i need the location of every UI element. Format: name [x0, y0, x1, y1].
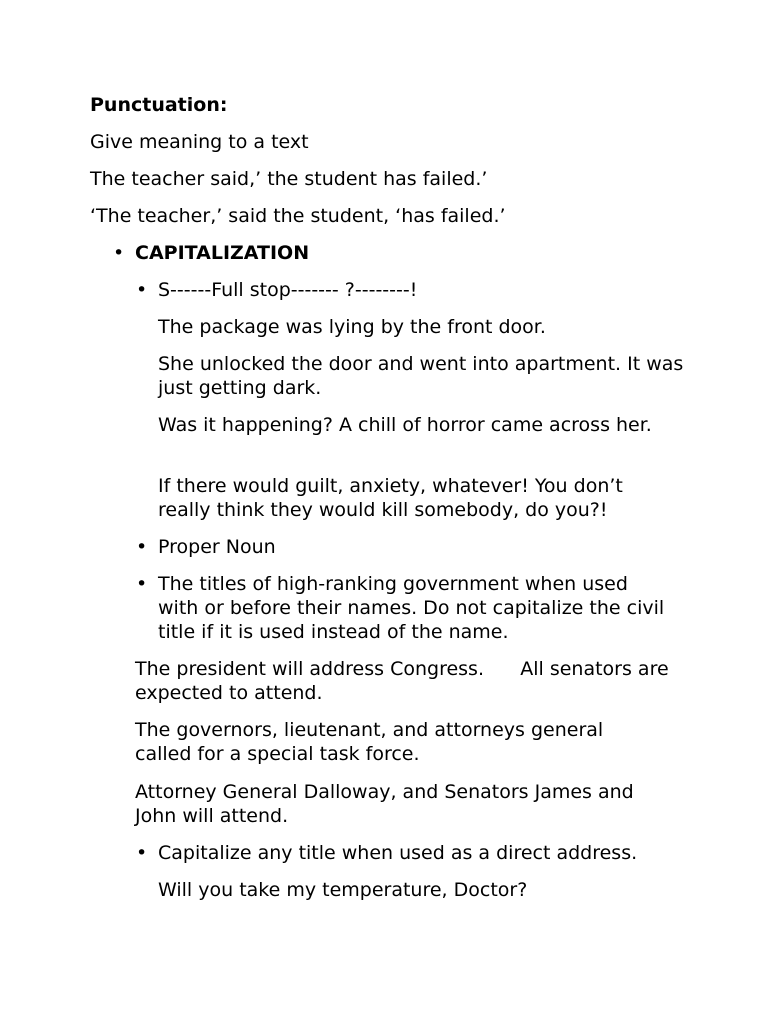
intro-line: The teacher said,’ the student has failed.’: [90, 168, 488, 190]
item-bullet: •: [136, 536, 148, 558]
item-bullet: •: [136, 842, 148, 864]
item-proper-noun-label: Proper Noun: [158, 536, 276, 558]
heading: Punctuation:: [90, 94, 228, 116]
item-bullet: •: [136, 279, 148, 301]
item-direct-address-label: Capitalize any title when used as a direct address.: [158, 842, 638, 864]
example-sentence: If there would guilt, anxiety, whatever! You don’t really think they would kill somebody, do you?!: [158, 475, 623, 521]
item-bullet: •: [136, 573, 148, 595]
example-sentence: The package was lying by the front door.: [158, 316, 546, 338]
section-title: CAPITALIZATION: [135, 242, 310, 264]
intro-line: ‘The teacher,’ said the student, ‘has failed.’: [90, 205, 506, 227]
intro-line: Give meaning to a text: [90, 131, 309, 153]
example-sentence: Attorney General Dalloway, and Senators James and John will attend.: [135, 781, 634, 827]
section-bullet: •: [113, 242, 125, 264]
example-sentence: The governors, lieutenant, and attorneys general called for a special task force.: [135, 719, 604, 765]
example-sentence: Will you take my temperature, Doctor?: [158, 879, 528, 901]
item-full-stop-label: S------Full stop------- ?--------!: [158, 279, 418, 301]
example-sentence: She unlocked the door and went into apartment. It was just getting dark.: [158, 353, 684, 399]
example-sentence: Was it happening? A chill of horror came across her.: [158, 414, 652, 436]
example-sentence: The president will address Congress. All senators are expected to attend.: [135, 658, 675, 704]
item-titles-label: The titles of high-ranking government when used with or before their names. Do not capitalize the civil title if it is used instead of the name.: [158, 573, 665, 643]
